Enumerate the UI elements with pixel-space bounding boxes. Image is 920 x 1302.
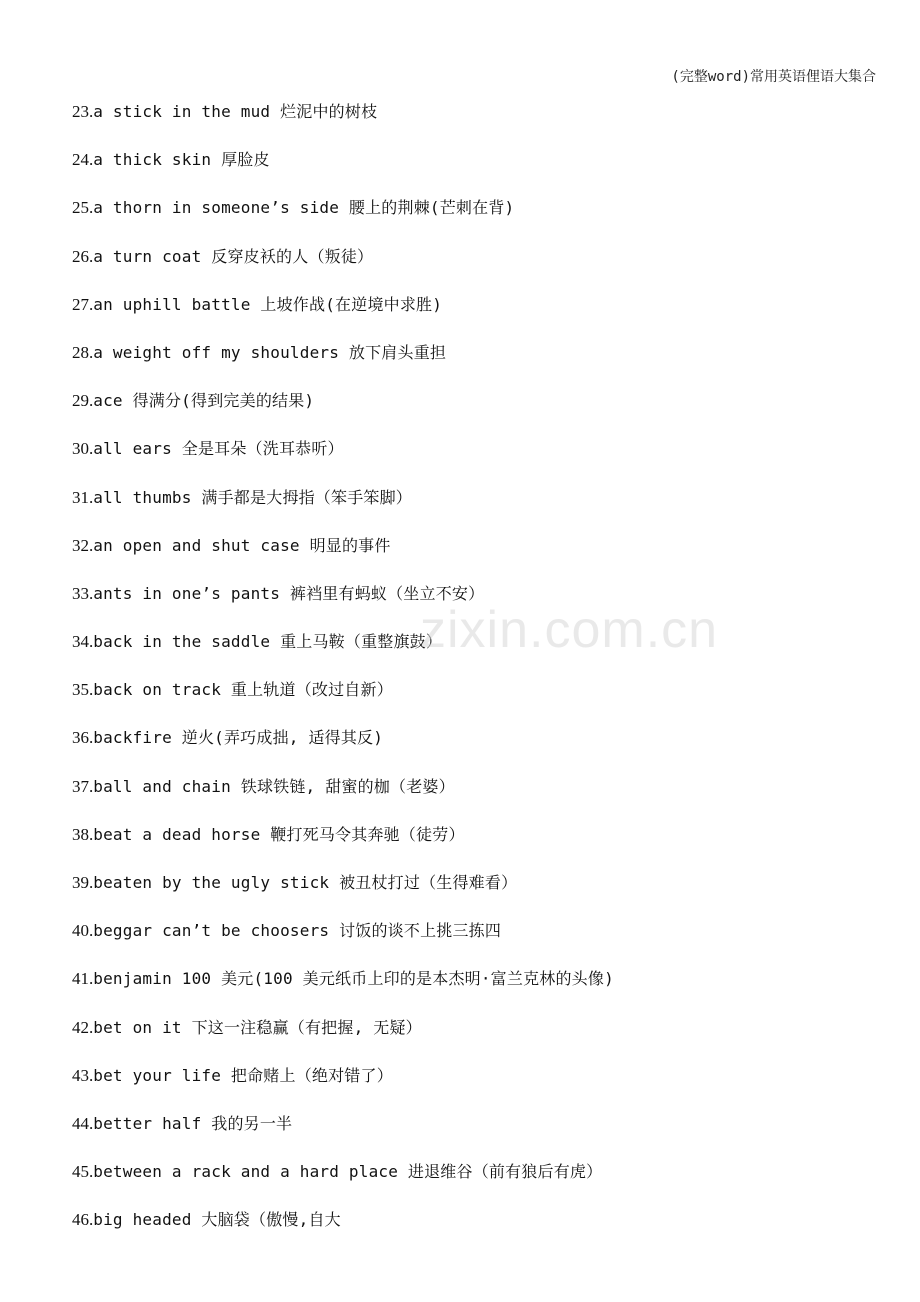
entry-text: beaten by the ugly stick 被丑杖打过（生得难看） [93,873,518,892]
entry-text: ball and chain 铁球铁链, 甜蜜的枷（老婆） [93,776,455,796]
entry-text: beggar can’t be choosers 讨饭的谈不上挑三拣四 [93,921,502,941]
entry-number: 38. [72,824,94,844]
list-item [72,484,880,532]
list-item [72,676,880,724]
entry-number: 35. [72,680,94,700]
entry-text: back in the saddle 重上马鞍（重整旗鼓） [93,632,443,652]
list-item [72,821,880,869]
entry-text: benjamin 100 美元(100 美元纸币上印的是本杰明·富兰克林的头像) [93,969,614,989]
list-item [72,194,880,242]
entry-number: 29. [72,391,94,411]
entry-text: a thick skin 厚脸皮 [93,150,270,170]
entry-number: 33. [72,583,94,603]
entry-number: 24. [72,150,94,170]
entry-text: beat a dead horse 鞭打死马令其奔驰（徒劳） [93,824,465,844]
entry-number: 37. [72,776,94,796]
entry-number: 45. [72,1162,94,1182]
entry-text: better half 我的另一半 [93,1113,293,1133]
entry-number: 28. [72,342,94,362]
entry-number: 27. [72,294,94,314]
entry-number: 41. [72,969,94,989]
list-item [72,1110,880,1158]
entry-number: 34. [72,632,94,652]
entry-number: 26. [72,246,94,266]
entry-text: an uphill battle 上坡作战(在逆境中求胜) [93,294,443,314]
list-item [72,532,880,580]
list-item [72,965,880,1013]
entry-text: a weight off my shoulders 放下肩头重担 [93,342,447,362]
entry-number: 43. [72,1065,94,1085]
list-item [72,387,880,435]
list-item [72,580,880,628]
entry-number: 36. [72,728,94,748]
entry-text: backfire 逆火(弄巧成拙, 适得其反) [93,728,384,748]
entry-number: 31. [72,487,94,507]
entry-number: 46. [72,1210,94,1230]
list-item [72,869,880,917]
entry-text: bet on it 下这一注稳赢（有把握, 无疑） [93,1017,422,1037]
list-item [72,628,880,676]
list-item [72,773,880,821]
list-item [72,917,880,965]
idiom-list [72,98,880,1255]
entry-text: between a rack and a hard place 进退维谷（前有狼后有虎） [93,1162,603,1182]
entry-number: 32. [72,535,94,555]
entry-text: all thumbs 满手都是大拇指（笨手笨脚） [93,487,413,507]
list-item [72,1158,880,1206]
entry-text: big headed 大脑袋（傲慢,自大 [93,1210,341,1230]
entry-number: 40. [72,921,94,941]
entry-text: an open and shut case 明显的事件 [93,535,391,555]
list-item [72,339,880,387]
entry-text: a thorn in someone’s side 腰上的荆棘(芒刺在背) [93,198,515,218]
entry-number: 30. [72,439,94,459]
list-item [72,146,880,194]
list-item [72,1206,880,1254]
list-item [72,1062,880,1110]
list-item [72,1014,880,1062]
entry-number: 25. [72,198,94,218]
list-item [72,435,880,483]
entry-text: ace 得满分(得到完美的结果) [93,391,315,411]
list-item [72,98,880,146]
entry-text: all ears 全是耳朵（洗耳恭听） [93,439,344,459]
entry-text: back on track 重上轨道（改过自新） [93,680,393,700]
list-item [72,243,880,291]
list-item [72,291,880,339]
list-item [72,724,880,772]
entry-number: 39. [72,873,94,892]
watermark: zixin.com.cn [420,601,719,659]
entry-text: ants in one’s pants 裤裆里有蚂蚁（坐立不安） [93,583,485,603]
entry-number: 42. [72,1017,94,1037]
entry-text: a stick in the mud 烂泥中的树枝 [93,102,378,121]
entry-number: 23. [72,102,94,121]
entry-number: 44. [72,1113,94,1133]
entry-text: a turn coat 反穿皮袄的人（叛徒） [93,246,374,266]
entry-text: bet your life 把命赌上（绝对错了） [93,1065,393,1085]
page-header: (完整word)常用英语俚语大集合 [671,69,876,85]
